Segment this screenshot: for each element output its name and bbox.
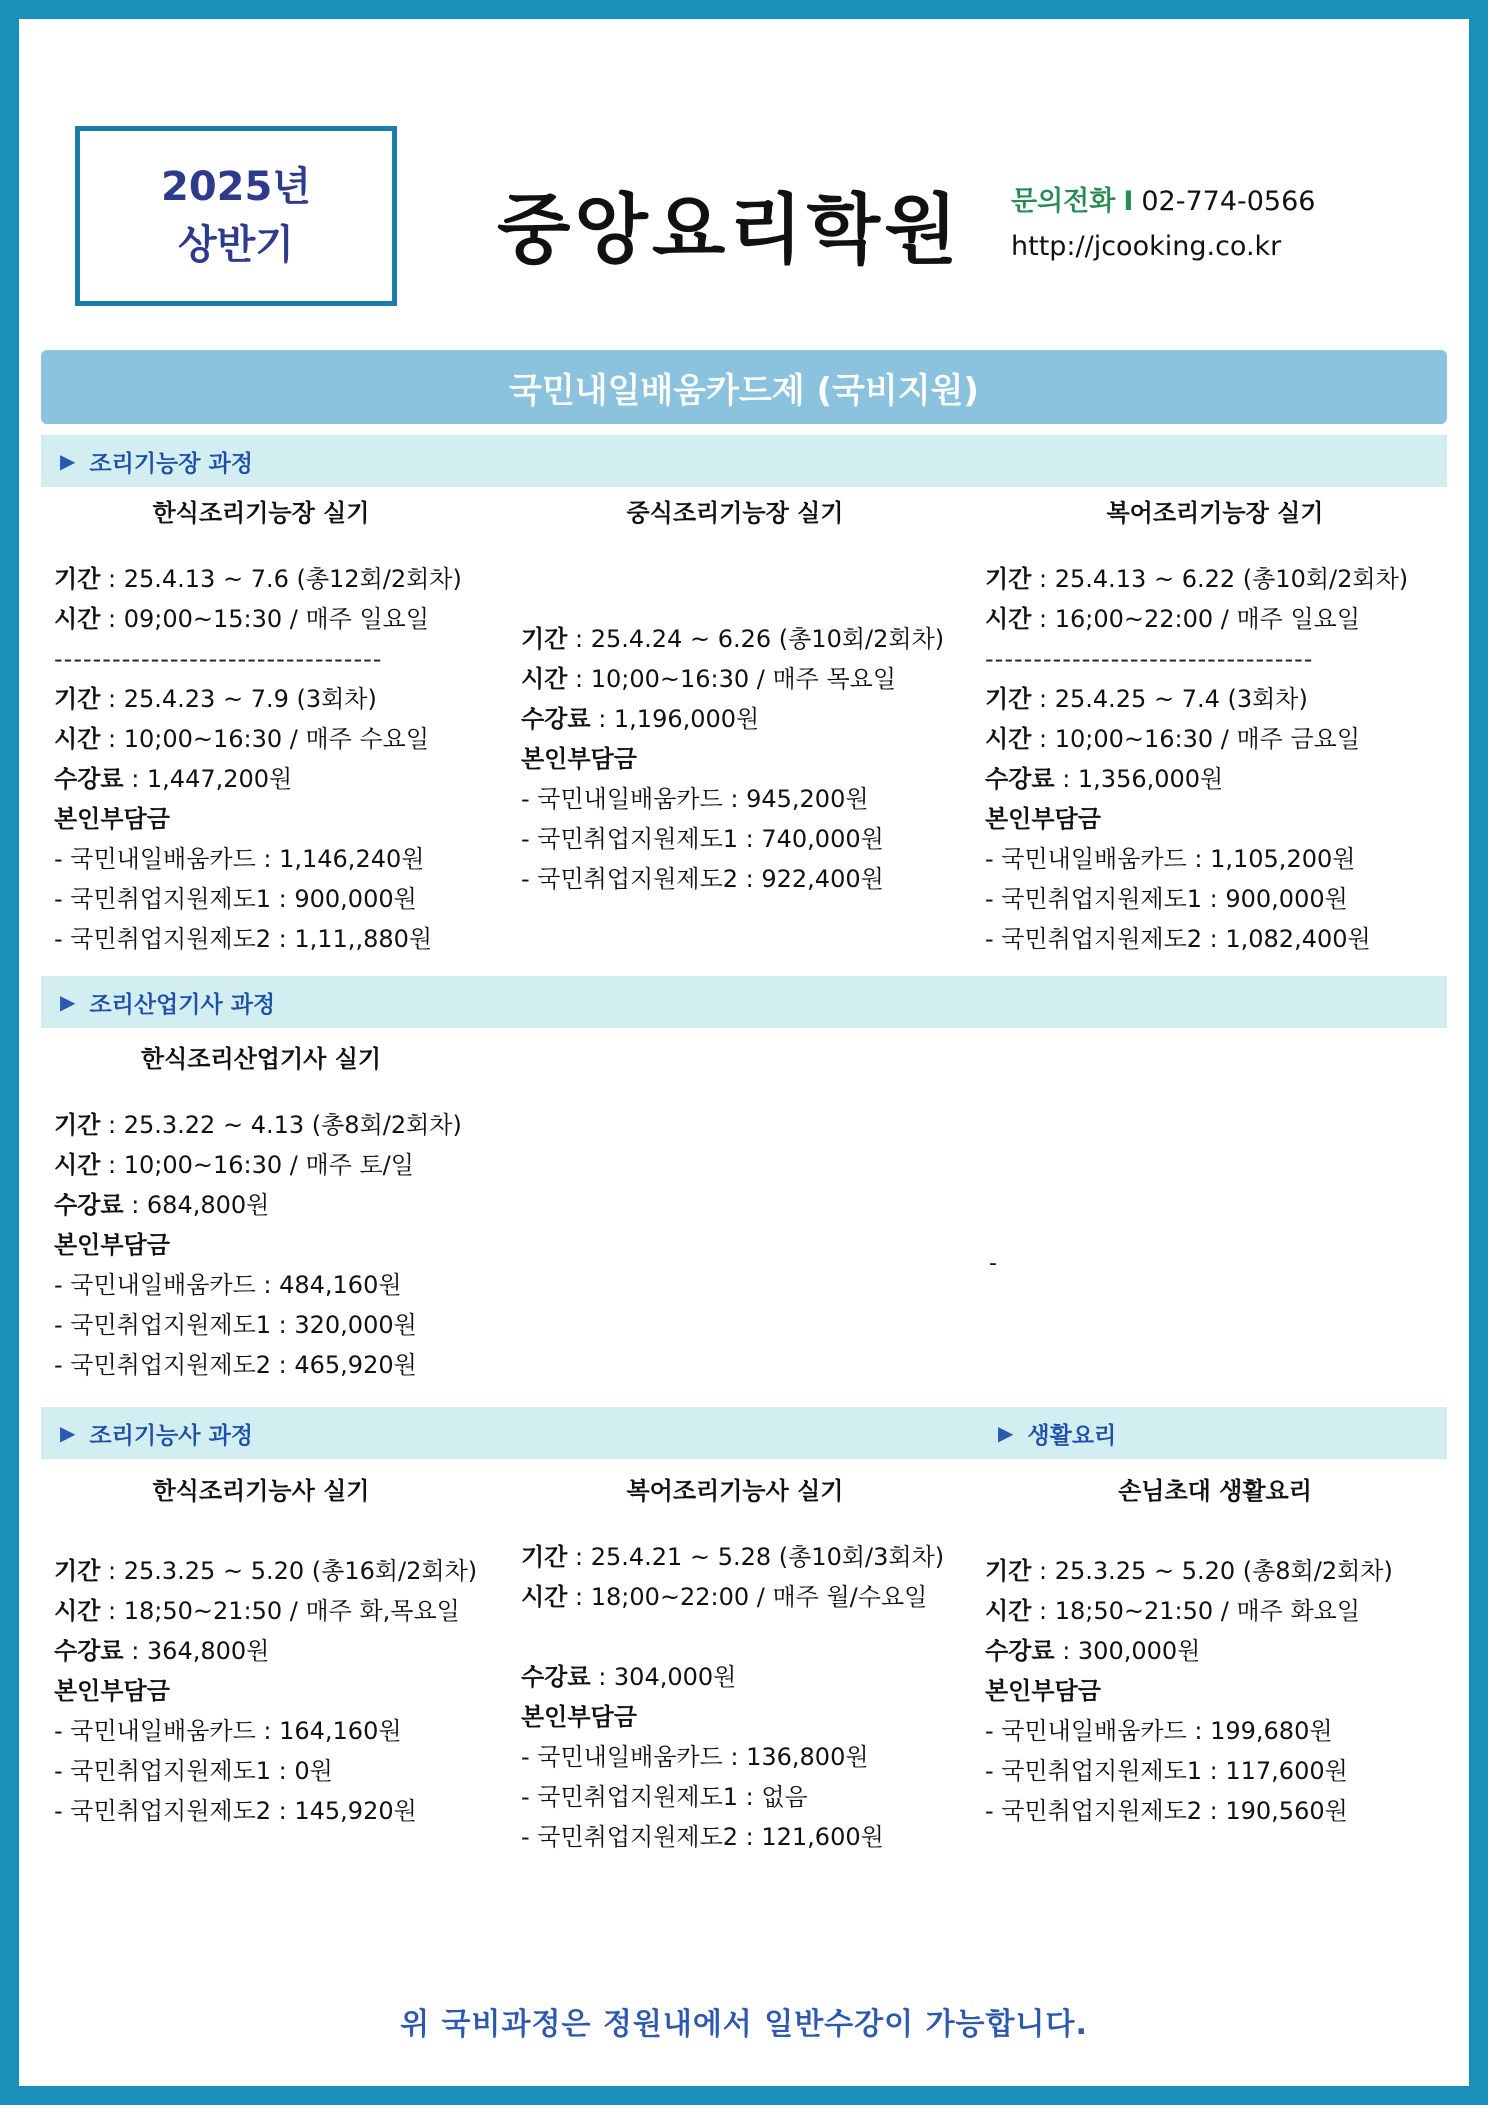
time-value: 10;00~16:30 / 매주 토/일	[123, 1151, 414, 1179]
list-item: - 국민취업지원제도1 : 320,000원	[54, 1311, 417, 1339]
time-value: 18;50~21:50 / 매주 화,목요일	[123, 1597, 460, 1625]
time-value: 16;00~22:00 / 매주 일요일	[1054, 605, 1361, 633]
divider: ----------------------------------	[54, 645, 383, 673]
time-value: 10;00~16:30 / 매주 목요일	[590, 665, 897, 693]
time-label: 시간	[54, 1597, 101, 1625]
list-item: - 국민취업지원제도2 : 465,920원	[54, 1351, 417, 1379]
list-item: - 국민취업지원제도2 : 121,600원	[521, 1823, 884, 1851]
colon: :	[123, 1637, 147, 1665]
course-title: 한식조리산업기사 실기	[140, 1045, 382, 1073]
divider: ----------------------------------	[985, 645, 1314, 673]
fee-label: 수강료	[54, 1191, 124, 1219]
colon: :	[1031, 725, 1055, 753]
fee-value: 300,000원	[1077, 1637, 1201, 1665]
colon: :	[567, 665, 591, 693]
time-label: 시간	[54, 1151, 101, 1179]
time-label: 시간	[54, 605, 101, 633]
colon: :	[123, 1191, 147, 1219]
play-triangle-icon: ▶	[60, 1421, 76, 1445]
course-title: 한식조리기능장 실기	[152, 499, 370, 527]
section-bar-craftsman	[41, 435, 1447, 487]
course-blowfish-tech	[515, 1471, 955, 1857]
course-guest-living	[985, 1471, 1445, 1831]
list-item: - 국민취업지원제도2 : 1,11,,880원	[54, 925, 433, 953]
page	[19, 19, 1469, 2086]
period-label: 기간	[521, 1543, 568, 1571]
list-item: - 국민취업지원제도2 : 922,400원	[521, 865, 884, 893]
play-triangle-icon: ▶	[60, 990, 76, 1014]
time-value: 10;00~16:30 / 매주 수요일	[123, 725, 430, 753]
time-label: 시간	[985, 605, 1032, 633]
time-label: 시간	[521, 1583, 568, 1611]
fee-label: 수강료	[521, 705, 591, 733]
fee-label: 수강료	[54, 765, 124, 793]
empty-marker: -	[989, 1251, 997, 1276]
period-label: 기간	[521, 625, 568, 653]
period-label: 기간	[54, 1111, 101, 1139]
colon: :	[100, 725, 124, 753]
play-triangle-icon: ▶	[998, 1421, 1014, 1445]
period-value: 25.3.25 ~ 5.20 (총8회/2회차)	[1054, 1557, 1393, 1585]
fee-label: 수강료	[985, 765, 1055, 793]
website-url: http://jcooking.co.kr	[1011, 231, 1282, 262]
course-blowfish-master	[985, 493, 1445, 959]
colon: :	[123, 765, 147, 793]
period-label: 기간	[985, 1557, 1032, 1585]
section-label: 조리기능사 과정	[89, 1422, 253, 1449]
colon: :	[1031, 685, 1055, 713]
self-pay-label: 본인부담금	[985, 805, 1101, 833]
list-item: - 국민내일배움카드 : 199,680원	[985, 1717, 1333, 1745]
main-banner	[41, 350, 1447, 424]
period-value: 25.4.23 ~ 7.9 (3회차)	[123, 685, 377, 713]
colon: :	[100, 1557, 124, 1585]
list-item: - 국민내일배움카드 : 484,160원	[54, 1271, 402, 1299]
colon: :	[590, 1663, 614, 1691]
section-label: 생활요리	[1027, 1422, 1117, 1449]
colon: :	[100, 1597, 124, 1625]
fee-label: 수강료	[521, 1663, 591, 1691]
colon: :	[100, 605, 124, 633]
list-item: - 국민취업지원제도1 : 740,000원	[521, 825, 884, 853]
colon: :	[100, 1111, 124, 1139]
fee-value: 364,800원	[146, 1637, 270, 1665]
fee-value: 304,000원	[613, 1663, 737, 1691]
colon: :	[100, 685, 124, 713]
section-label: 조리산업기사 과정	[89, 991, 276, 1018]
period-value: 25.4.13 ~ 6.22 (총10회/2회차)	[1054, 565, 1409, 593]
course-korean-master	[41, 493, 481, 959]
colon: :	[1031, 1557, 1055, 1585]
fee-value: 684,800원	[146, 1191, 270, 1219]
section-bar-living	[979, 1407, 1447, 1459]
period-label: 기간	[54, 1557, 101, 1585]
list-item: - 국민취업지원제도2 : 145,920원	[54, 1797, 417, 1825]
list-item: - 국민내일배움카드 : 164,160원	[54, 1717, 402, 1745]
self-pay-label: 본인부담금	[54, 1677, 170, 1705]
year-badge	[75, 126, 397, 306]
colon: :	[1054, 765, 1078, 793]
period-value: 25.4.13 ~ 7.6 (총12회/2회차)	[123, 565, 462, 593]
colon: :	[1031, 605, 1055, 633]
time-value: 10;00~16:30 / 매주 금요일	[1054, 725, 1361, 753]
colon: :	[567, 1543, 591, 1571]
banner-title: 국민내일배움카드제 (국비지원)	[509, 370, 979, 411]
fee-label: 수강료	[54, 1637, 124, 1665]
year-line-2: 상반기	[178, 222, 294, 268]
period-value: 25.3.25 ~ 5.20 (총16회/2회차)	[123, 1557, 478, 1585]
period-value: 25.4.21 ~ 5.28 (총10회/3회차)	[590, 1543, 945, 1571]
section-bar-industrial	[41, 976, 1447, 1028]
colon: :	[567, 1583, 591, 1611]
period-value: 25.3.22 ~ 4.13 (총8회/2회차)	[123, 1111, 462, 1139]
time-label: 시간	[521, 665, 568, 693]
section-bar-technician	[41, 1407, 979, 1459]
fee-value: 1,196,000원	[613, 705, 760, 733]
colon: :	[100, 1151, 124, 1179]
play-triangle-icon: ▶	[60, 449, 76, 473]
list-item: - 국민취업지원제도1 : 없음	[521, 1783, 808, 1811]
list-item: - 국민취업지원제도1 : 900,000원	[54, 885, 417, 913]
period-label: 기간	[54, 685, 101, 713]
footer-note: 위 국비과정은 정원내에서 일반수강이 가능합니다.	[400, 2007, 1088, 2042]
time-value: 09;00~15:30 / 매주 일요일	[123, 605, 430, 633]
course-chinese-master	[515, 493, 955, 899]
self-pay-label: 본인부담금	[985, 1677, 1101, 1705]
colon: :	[1054, 1637, 1078, 1665]
period-label: 기간	[985, 565, 1032, 593]
section-label: 조리기능장 과정	[89, 450, 253, 477]
colon: :	[590, 705, 614, 733]
time-label: 시간	[54, 725, 101, 753]
list-item: - 국민내일배움카드 : 1,105,200원	[985, 845, 1356, 873]
course-title: 복어조리기능사 실기	[626, 1477, 844, 1505]
course-korean-industrial	[41, 1039, 481, 1385]
course-title: 복어조리기능장 실기	[1106, 499, 1324, 527]
fee-label: 수강료	[985, 1637, 1055, 1665]
time-label: 시간	[985, 1597, 1032, 1625]
list-item: - 국민취업지원제도1 : 0원	[54, 1757, 333, 1785]
contact-info	[1011, 179, 1315, 269]
contact-separator: I	[1123, 186, 1134, 217]
period-value: 25.4.25 ~ 7.4 (3회차)	[1054, 685, 1308, 713]
colon: :	[567, 625, 591, 653]
contact-label: 문의전화	[1011, 186, 1116, 217]
colon: :	[100, 565, 124, 593]
time-value: 18;00~22:00 / 매주 월/수요일	[590, 1583, 928, 1611]
self-pay-label: 본인부담금	[54, 1231, 170, 1259]
period-label: 기간	[54, 565, 101, 593]
time-label: 시간	[985, 725, 1032, 753]
course-title: 한식조리기능사 실기	[152, 1477, 370, 1505]
course-title: 중식조리기능장 실기	[626, 499, 844, 527]
time-value: 18;50~21:50 / 매주 화요일	[1054, 1597, 1361, 1625]
list-item: - 국민취업지원제도2 : 190,560원	[985, 1797, 1348, 1825]
period-label: 기간	[985, 685, 1032, 713]
list-item: - 국민취업지원제도1 : 900,000원	[985, 885, 1348, 913]
list-item: - 국민취업지원제도2 : 1,082,400원	[985, 925, 1371, 953]
list-item: - 국민취업지원제도1 : 117,600원	[985, 1757, 1348, 1785]
self-pay-label: 본인부담금	[521, 745, 637, 773]
phone-number: 02-774-0566	[1141, 186, 1316, 217]
list-item: - 국민내일배움카드 : 136,800원	[521, 1743, 869, 1771]
self-pay-label: 본인부담금	[521, 1703, 637, 1731]
academy-name: 중앙요리학원	[497, 185, 962, 274]
period-value: 25.4.24 ~ 6.26 (총10회/2회차)	[590, 625, 945, 653]
course-title: 손님초대 생활요리	[1118, 1477, 1312, 1505]
colon: :	[1031, 1597, 1055, 1625]
colon: :	[1031, 565, 1055, 593]
list-item: - 국민내일배움카드 : 1,146,240원	[54, 845, 425, 873]
list-item: - 국민내일배움카드 : 945,200원	[521, 785, 869, 813]
year-line-1: 2025년	[161, 164, 311, 210]
fee-value: 1,447,200원	[146, 765, 293, 793]
fee-value: 1,356,000원	[1077, 765, 1224, 793]
self-pay-label: 본인부담금	[54, 805, 170, 833]
course-korean-tech	[41, 1471, 481, 1831]
